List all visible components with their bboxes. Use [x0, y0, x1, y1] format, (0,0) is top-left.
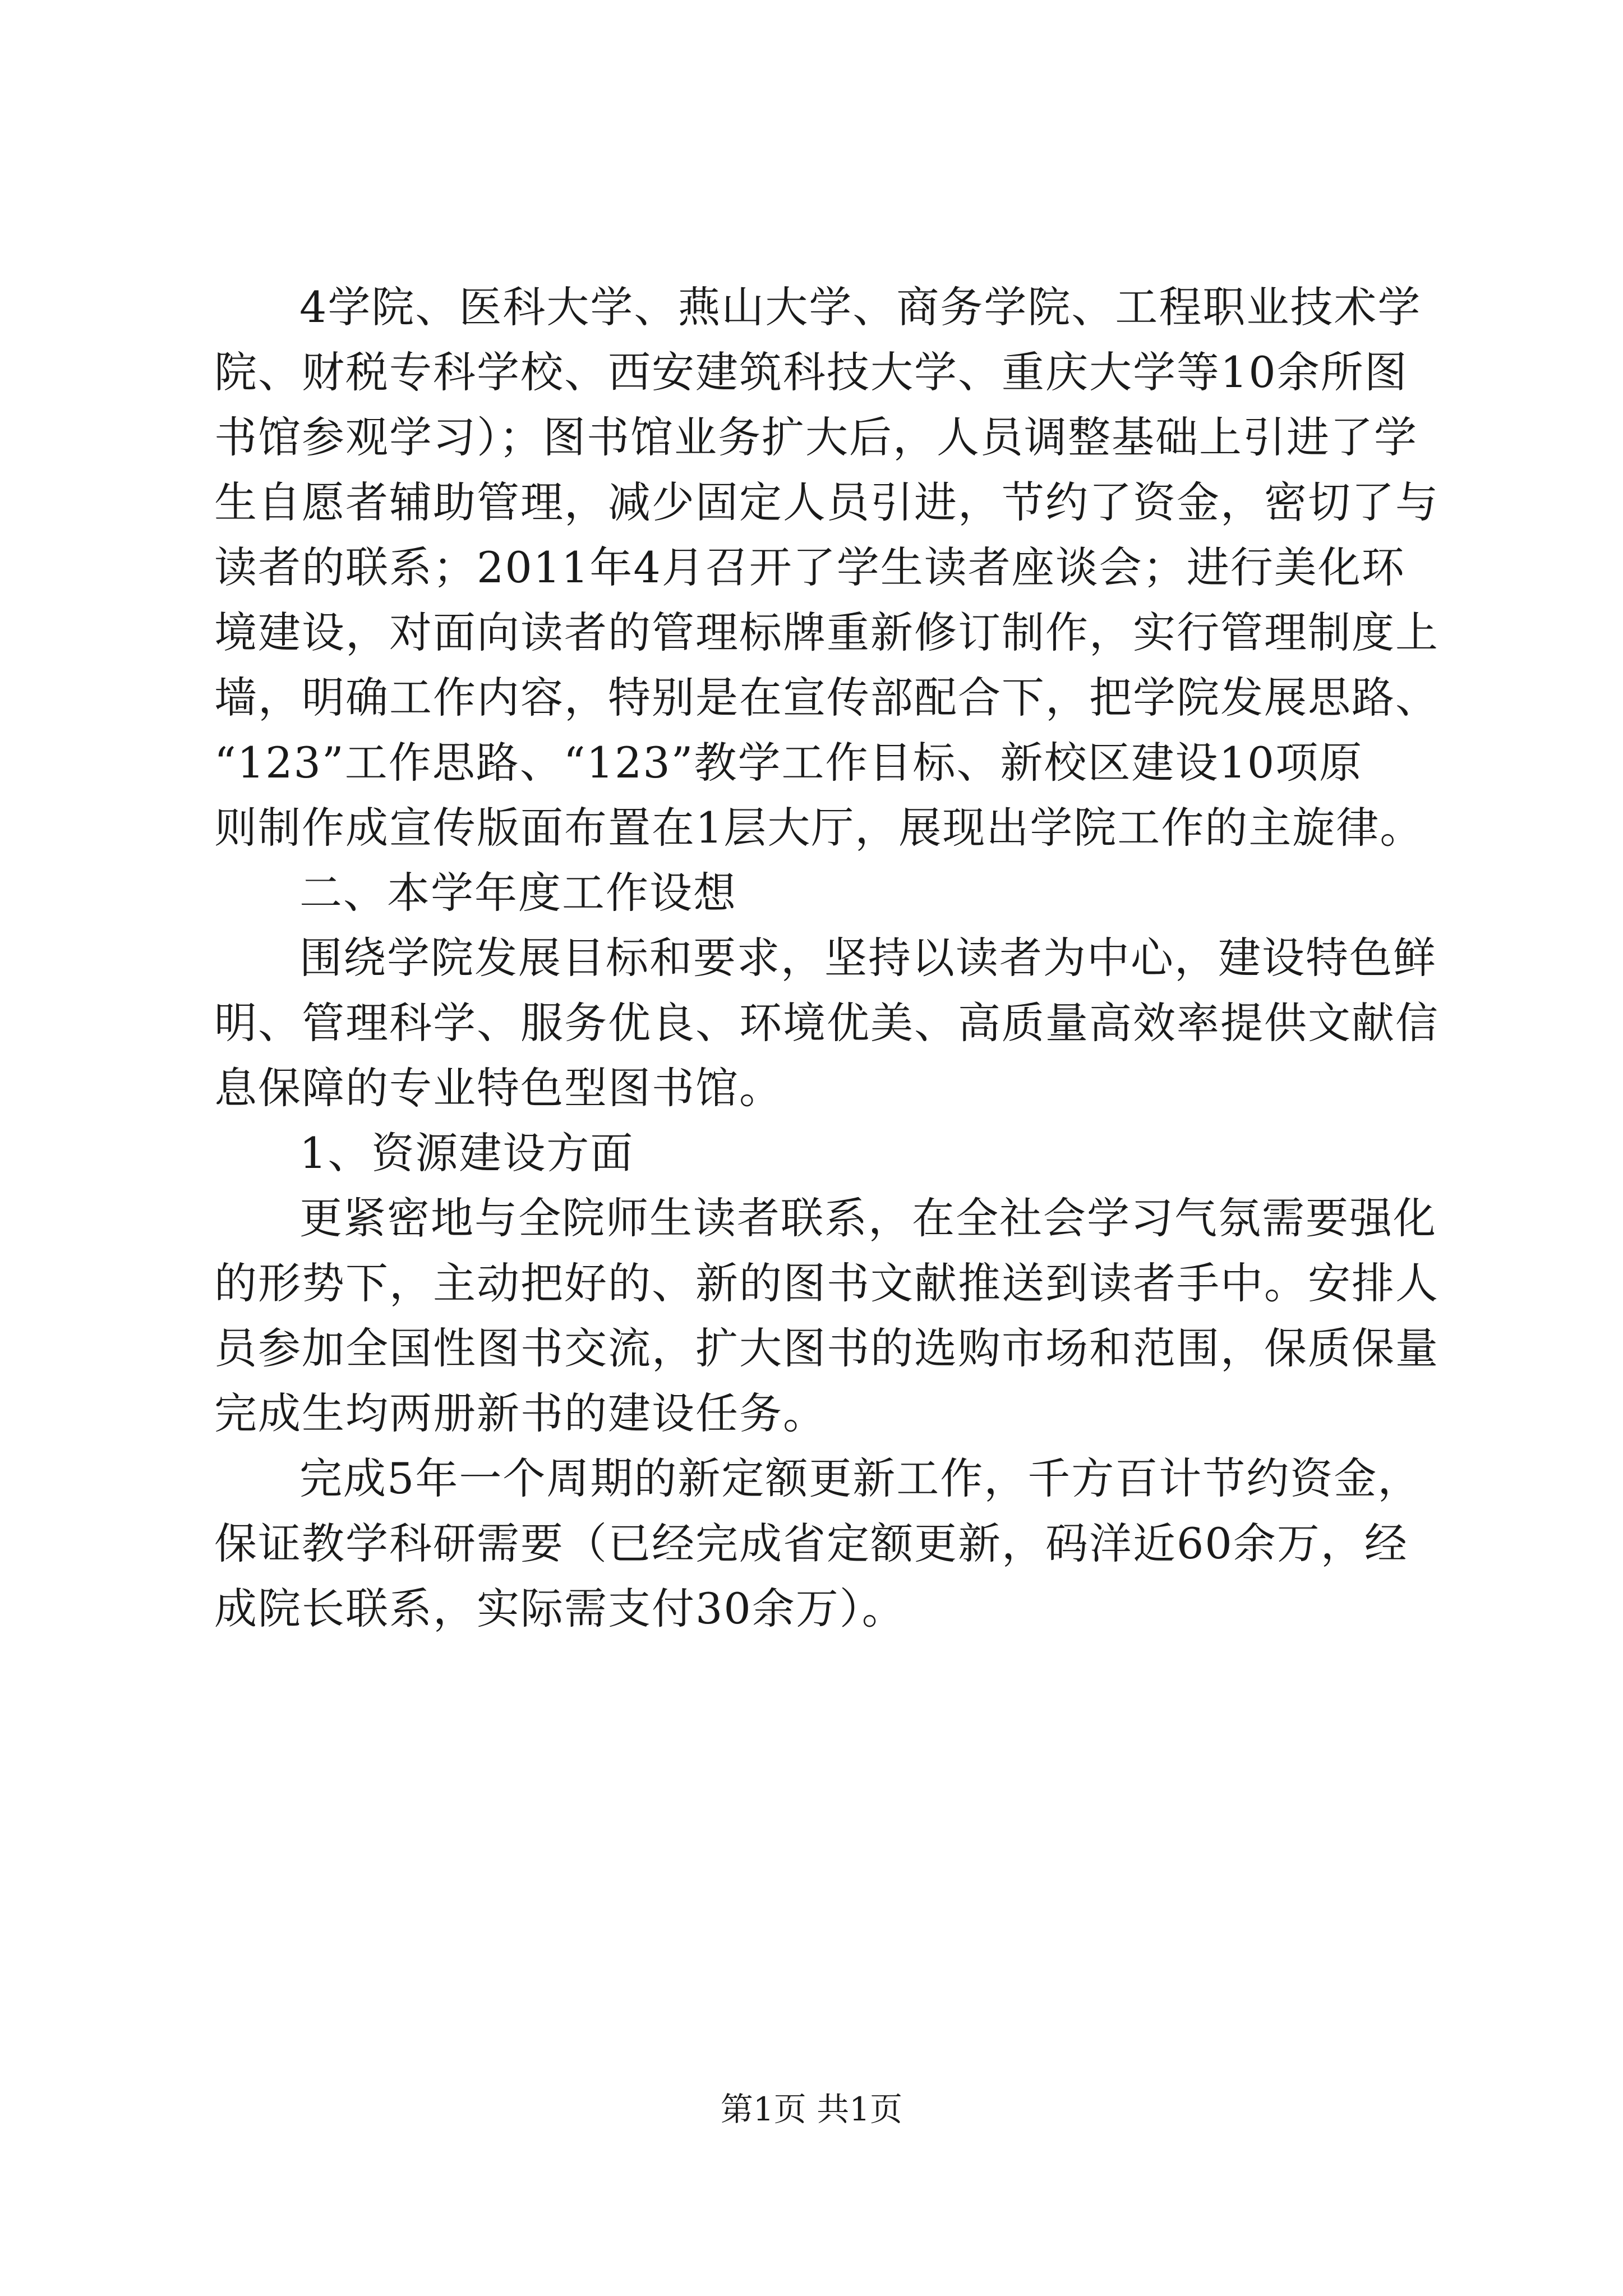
text-line: 4学院、医科大学、燕山大学、商务学院、工程职业技术学 [299, 282, 1422, 332]
document-body [214, 275, 1439, 1641]
text-line: 二、本学年度工作设想 [299, 868, 737, 918]
text-line: “123”工作思路、“123”教学工作目标、新校区建设10项原 [214, 738, 1363, 788]
text-line: 1、资源建设方面 [299, 1128, 634, 1178]
text-line: 生自愿者辅助管理，减少固定人员引进，节约了资金，密切了与 [214, 477, 1439, 527]
text-line: 更紧密地与全院师生读者联系，在全社会学习气氛需要强化 [299, 1193, 1437, 1243]
text-line: 明、管理科学、服务优良、环境优美、高质量高效率提供文献信 [214, 998, 1439, 1048]
text-line: 墙，明确工作内容，特别是在宣传部配合下，把学院发展思路、 [214, 673, 1439, 723]
page-footer: 第1页 共1页 [720, 2090, 903, 2128]
text-line: 成院长联系，实际需支付30余万）。 [214, 1584, 906, 1634]
text-line: 书馆参观学习）；图书馆业务扩大后，人员调整基础上引进了学 [214, 412, 1418, 462]
text-line: 员参加全国性图书交流，扩大图书的选购市场和范围，保质保量 [214, 1323, 1439, 1373]
text-line: 保证教学科研需要（已经完成省定额更新，码洋近60余万，经 [214, 1519, 1408, 1568]
text-line: 围绕学院发展目标和要求，坚持以读者为中心，建设特色鲜 [299, 933, 1437, 983]
text-line: 境建设，对面向读者的管理标牌重新修订制作，实行管理制度上 [214, 608, 1439, 657]
text-line: 院、财税专科学校、西安建筑科技大学、重庆大学等10余所图 [214, 347, 1408, 397]
text-line: 完成生均两册新书的建设任务。 [214, 1388, 827, 1438]
text-line: 完成5年一个周期的新定额更新工作，千方百计节约资金， [299, 1453, 1422, 1503]
text-line: 息保障的专业特色型图书馆。 [214, 1063, 783, 1113]
text-line: 的形势下，主动把好的、新的图书文献推送到读者手中。安排人 [214, 1258, 1439, 1308]
text-line: 读者的联系；2011年4月召开了学生读者座谈会；进行美化环 [214, 542, 1405, 592]
text-line: 则制作成宣传版面布置在1层大厅，展现出学院工作的主旋律。 [214, 803, 1424, 853]
